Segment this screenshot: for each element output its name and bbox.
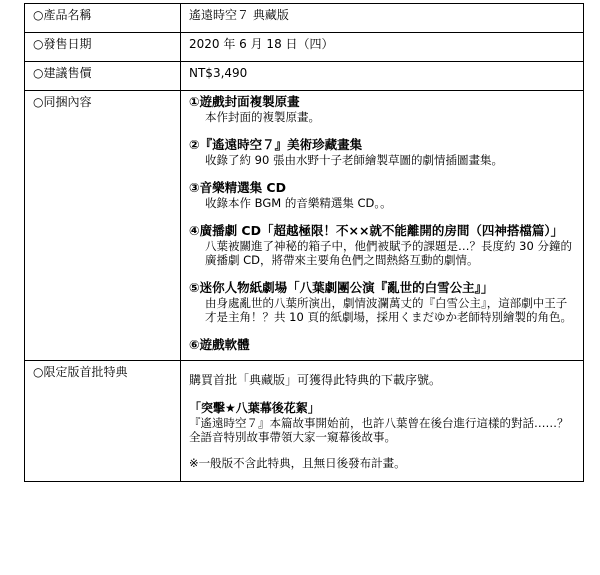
bundle-item — [189, 280, 583, 324]
row-release-date — [25, 33, 584, 62]
bonus-desc: 『遙遠時空７』本篇故事開始前，也許八葉曾在後台進行這樣的對話……？全語音特別故事帶領大家一窺幕後故事。 — [189, 416, 569, 444]
bonus-intro: 購買首批「典藏版」可獲得此特典的下載序號。 — [189, 373, 442, 387]
row-price — [25, 62, 584, 91]
bundle-item — [189, 137, 583, 167]
bundle-item-title: ②『遙遠時空７』美術珍藏畫集 — [189, 137, 363, 152]
bundle-item-title: ⑤迷你人物紙劇場「八葉劇團公演『亂世的白雪公主』」 — [189, 280, 494, 295]
row-product-name — [25, 4, 584, 33]
bonus-note: ※一般版不含此特典，且無日後發布計畫。 — [189, 456, 406, 470]
bundle-item-title: ④廣播劇 CD「超越極限！不××就不能離開的房間（四神搭檔篇）」 — [189, 223, 564, 238]
value-product-name: 遙遠時空７ 典藏版 — [181, 4, 584, 33]
value-price: NT$3,490 — [181, 62, 584, 91]
bundle-item-title: ⑥遊戲軟體 — [189, 337, 250, 352]
row-first-print-bonus — [25, 361, 584, 482]
bundle-item-title: ①遊戲封面複製原畫 — [189, 94, 300, 109]
bundle-item — [189, 223, 583, 267]
bundle-item — [189, 337, 583, 353]
label-first-print-bonus: ○限定版首批特典 — [25, 361, 181, 482]
bundle-item-desc: 本作封面的複製原畫。 — [205, 110, 320, 124]
bundle-item-desc: 收錄本作 BGM 的音樂精選集 CD。。 — [205, 196, 392, 210]
bundle-item — [189, 94, 583, 124]
bundle-item-desc: 收錄了約 90 張由水野十子老師繪製草圖的劇情插圖畫集。 — [205, 153, 503, 167]
bundle-item-desc: 八葉被關進了神秘的箱子中，他們被賦予的課題是…？長度約 30 分鐘的廣播劇 CD，將帶來主要角色們之間熱絡互動的劇情。 — [205, 239, 572, 267]
label-product-name: ○產品名稱 — [25, 4, 181, 33]
value-release-date: 2020 年 6 月 18 日（四） — [181, 33, 584, 62]
row-bundle-contents — [25, 91, 584, 361]
label-bundle-contents: ○同捆內容 — [25, 91, 181, 361]
label-release-date: ○發售日期 — [25, 33, 181, 62]
bonus-title: 「突擊★八葉幕後花絮」 — [189, 401, 320, 415]
bundle-item-desc: 由身處亂世的八葉所演出，劇情波瀾萬丈的『白雪公主』，這部劇中王子才是主角！？共 10 頁的紙劇場，採用くまだゆか老師特別繪製的角色。 — [205, 296, 572, 324]
value-first-print-bonus — [181, 361, 584, 482]
value-bundle-contents — [181, 91, 584, 361]
label-price: ○建議售價 — [25, 62, 181, 91]
bundle-item — [189, 180, 583, 210]
bundle-item-title: ③音樂精選集 CD — [189, 180, 286, 195]
product-spec-table — [24, 3, 584, 482]
